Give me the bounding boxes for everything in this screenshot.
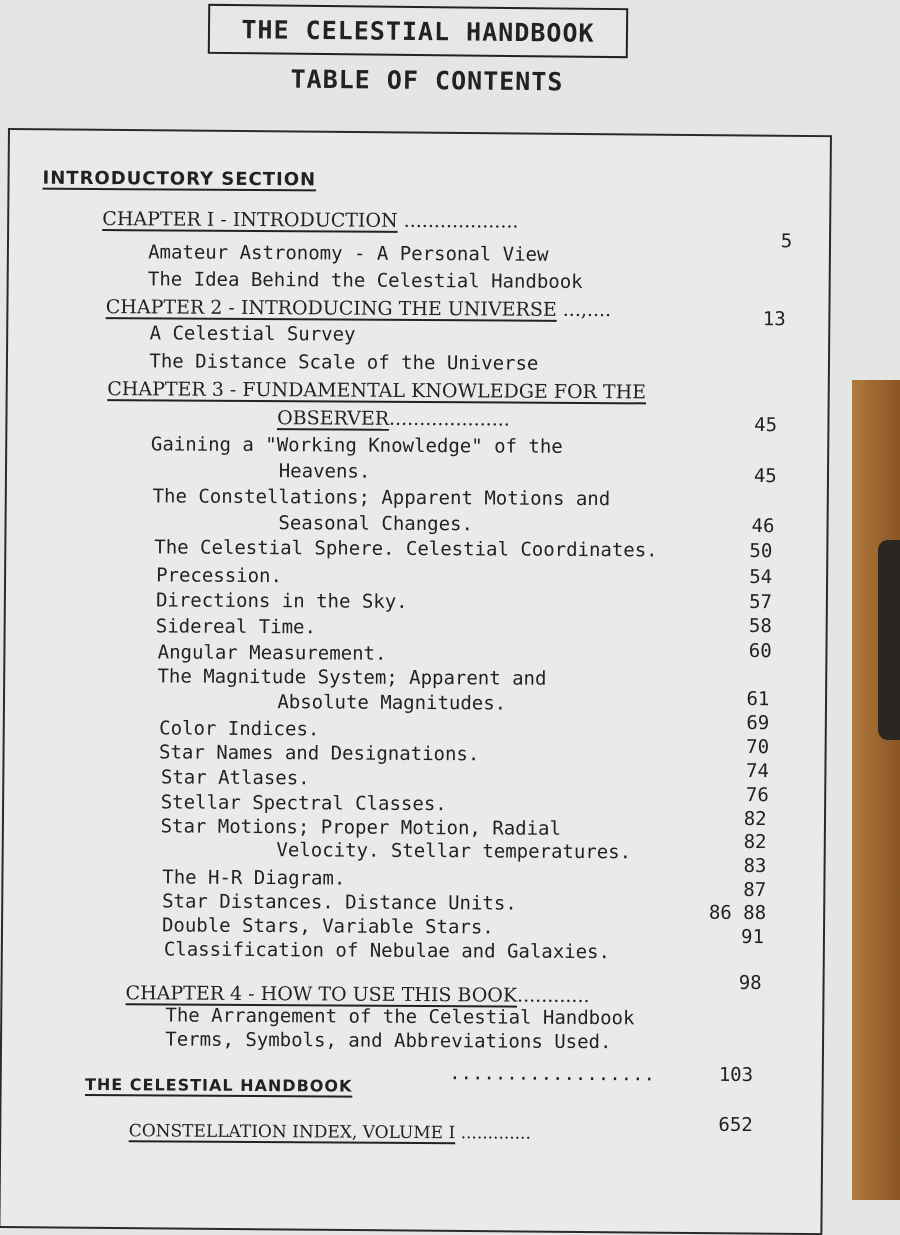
toc-page-number: 46 — [751, 515, 775, 538]
toc-subentry[interactable]: Amateur Astronomy - A Personal View — [148, 241, 549, 266]
chapter-2-entry[interactable] — [106, 296, 611, 321]
toc-heading: TABLE OF CONTENTS — [290, 64, 564, 97]
toc-page-number: 54 — [749, 566, 773, 589]
toc-page-number: 76 — [745, 783, 769, 807]
toc-page-number: 82 — [743, 807, 767, 831]
chapter-3-title-line1[interactable]: CHAPTER 3 - FUNDAMENTAL KNOWLEDGE FOR THE — [107, 378, 647, 404]
chapter-3-entry[interactable] — [277, 407, 510, 430]
toc-subentry[interactable]: Star Atlases. — [160, 766, 310, 790]
chapter-4-leader: ............ — [517, 984, 590, 1008]
chapter-1-title: CHAPTER I - INTRODUCTION — [102, 208, 398, 232]
chapter-4-entry[interactable] — [126, 982, 590, 1007]
toc-subentry[interactable]: The Arrangement of the Celestial Handbook — [165, 1004, 635, 1030]
toc-subentry[interactable]: Precession. — [156, 564, 283, 588]
constellation-index-leader: ............. — [460, 1123, 531, 1144]
toc-page-number: 69 — [746, 711, 770, 735]
book-title-text: THE CELESTIAL HANDBOOK — [241, 14, 595, 48]
toc-subentry[interactable]: Angular Measurement. — [157, 641, 387, 665]
toc-subentry[interactable]: Terms, Symbols, and Abbreviations Used. — [165, 1028, 612, 1054]
toc-subentry[interactable]: Seasonal Changes. — [278, 512, 473, 536]
handbook-section-heading[interactable]: THE CELESTIAL HANDBOOK — [84, 1074, 353, 1096]
chapter-1-entry[interactable] — [102, 208, 518, 233]
toc-subentry[interactable]: Gaining a "Working Knowledge" of the — [150, 433, 563, 458]
toc-page-number: 87 — [743, 878, 767, 902]
toc-page-number: 45 — [753, 465, 777, 488]
toc-subentry[interactable]: The H-R Diagram. — [162, 866, 346, 890]
intro-section-heading: INTRODUCTORY SECTION — [42, 167, 317, 191]
chapter-1-leader: ................... — [403, 209, 519, 233]
toc-subentry[interactable]: Directions in the Sky. — [155, 589, 408, 613]
toc-page-number: 82 — [743, 830, 767, 854]
chapter-3-page: 45 — [754, 414, 778, 437]
toc-subentry[interactable]: Star Motions; Proper Motion, Radial — [160, 815, 562, 840]
chapter-4-page: 98 — [738, 971, 762, 995]
constellation-index-title: CONSTELLATION INDEX, VOLUME I — [128, 1121, 456, 1144]
handbook-leader: .................. — [449, 1062, 656, 1086]
toc-page-number: 86 88 — [708, 901, 767, 925]
chapter-4-title: CHAPTER 4 - HOW TO USE THIS BOOK — [125, 982, 518, 1007]
toc-subentry[interactable]: A Celestial Survey — [149, 322, 356, 346]
toc-page-number: 70 — [746, 735, 770, 759]
toc-subentry[interactable]: Heavens. — [278, 460, 371, 483]
toc-subentry[interactable]: Absolute Magnitudes. — [277, 691, 507, 715]
toc-subentry[interactable]: Sidereal Time. — [155, 615, 317, 639]
toc-page-number: 83 — [743, 854, 767, 878]
chapter-2-page: 13 — [762, 308, 786, 331]
toc-subentry[interactable]: Star Distances. Distance Units. — [162, 890, 517, 915]
toc-subentry[interactable]: Star Names and Designations. — [158, 741, 480, 766]
toc-subentry[interactable]: Classification of Nebulae and Galaxies. — [163, 938, 611, 964]
toc-page-number: 58 — [748, 615, 772, 638]
toc-page-number: 74 — [746, 759, 770, 783]
constellation-index-entry[interactable] — [129, 1120, 531, 1144]
toc-page-number: 61 — [746, 687, 770, 711]
chapter-3-leader: .................... — [388, 407, 510, 431]
toc-subentry[interactable]: The Celestial Sphere. Celestial Coordinates. — [154, 536, 658, 562]
toc-page-number: 50 — [749, 540, 773, 563]
toc-subentry[interactable]: The Distance Scale of the Universe — [149, 350, 539, 375]
toc-subentry[interactable]: Velocity. Stellar temperatures. — [276, 839, 632, 864]
toc-page-number: 57 — [749, 591, 773, 614]
toc-page-number: 91 — [740, 925, 765, 949]
toc-subentry[interactable]: Double Stars, Variable Stars. — [161, 914, 494, 939]
toc-subentry[interactable]: The Constellations; Apparent Motions and — [152, 485, 611, 511]
handbook-page: 103 — [718, 1063, 754, 1087]
toc-subentry[interactable]: The Idea Behind the Celestial Handbook — [147, 268, 583, 293]
toc-page-number: 60 — [748, 640, 772, 663]
toc-subentry[interactable]: The Magnitude System; Apparent and — [157, 665, 547, 690]
chapter-3-title-line2: OBSERVER — [277, 407, 390, 430]
toc-subentry[interactable]: Color Indices. — [159, 717, 320, 741]
constellation-index-page: 652 — [718, 1113, 753, 1137]
chapter-1-page: 5 — [780, 230, 793, 253]
toc-subentry[interactable]: Stellar Spectral Classes. — [160, 791, 447, 816]
chapter-2-title: CHAPTER 2 - INTRODUCING THE UNIVERSE — [105, 296, 557, 321]
chapter-2-leader: ...,.... — [562, 298, 612, 322]
